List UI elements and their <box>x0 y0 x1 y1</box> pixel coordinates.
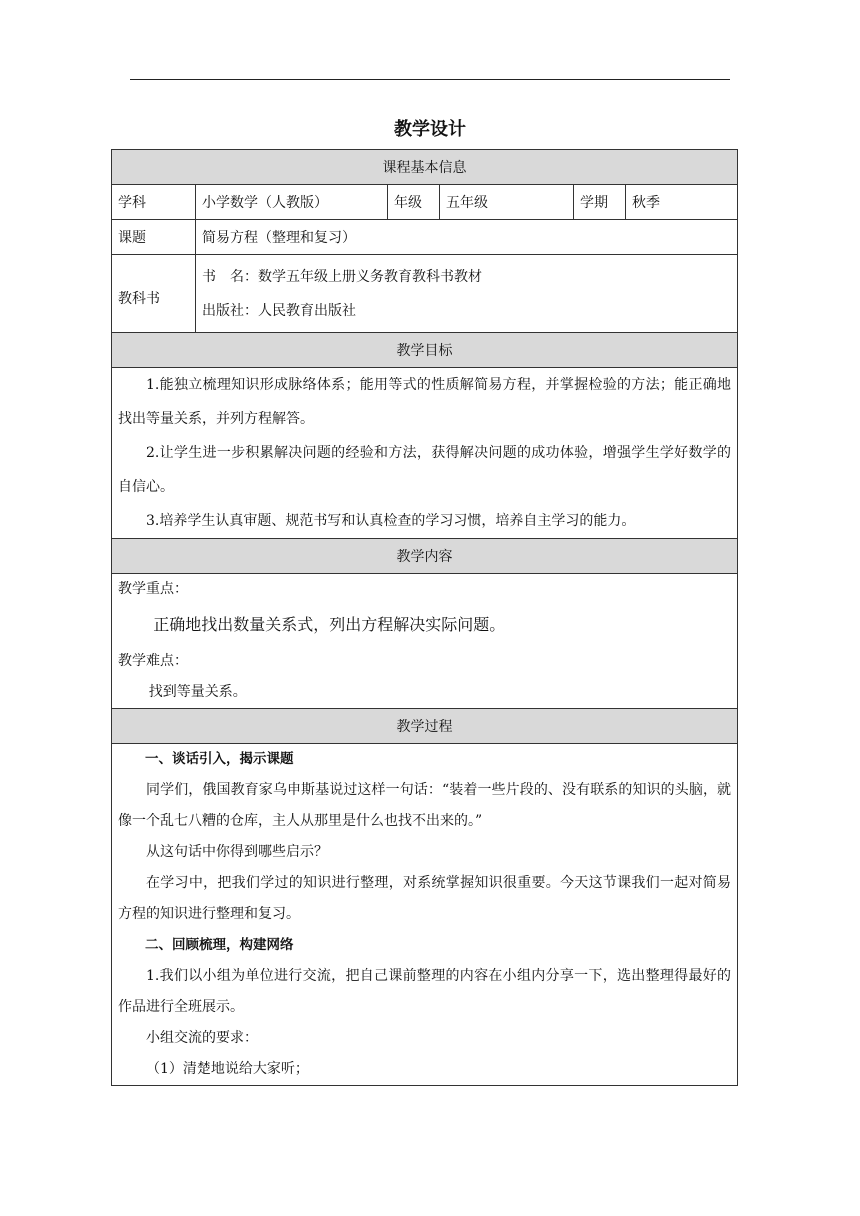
step1-heading: 一、谈话引入，揭示课题 <box>145 751 294 767</box>
subject-row <box>112 185 738 220</box>
goal-item: 1.能独立梳理知识形成脉络体系；能用等式的性质解简易方程，并掌握检验的方法；能正确地找出等量关系，并列方程解答。 <box>118 377 732 427</box>
process-block <box>112 744 738 1086</box>
grade-value: 五年级 <box>440 185 574 220</box>
process-paragraph: 在学习中，把我们学过的知识进行整理，对系统掌握知识很重要。今天这节课我们一起对简易方程的知识进行整理和复习。 <box>118 875 732 922</box>
goal-item: 3.培养学生认真审题、规范书写和认真检查的学习习惯，培养自主学习的能力。 <box>146 513 636 529</box>
term-value: 秋季 <box>626 185 738 220</box>
topic-value: 简易方程（整理和复习） <box>196 220 738 255</box>
process-paragraph: 小组交流的要求： <box>146 1030 258 1046</box>
textbook-label: 教科书 <box>112 255 196 333</box>
header-rule <box>130 79 730 80</box>
document-title: 教学设计 <box>394 119 466 140</box>
subject-value: 小学数学（人教版） <box>196 185 388 220</box>
textbook-value <box>196 255 738 333</box>
process-paragraph: 同学们，俄国教育家乌申斯基说过这样一句话：“装着一些片段的、没有联系的知识的头脑，就像一个乱七八糟的仓库，主人从那里是什么也找不出来的。” <box>118 782 732 829</box>
lesson-plan-table <box>111 149 738 1086</box>
topic-row <box>112 220 738 255</box>
content-block <box>112 574 738 709</box>
difficulty-text: 找到等量关系。 <box>148 684 247 700</box>
grade-label: 年级 <box>388 185 440 220</box>
topic-label: 课题 <box>112 220 196 255</box>
key-point-label: 教学重点： <box>118 581 188 597</box>
step2-heading: 二、回顾梳理，构建网络 <box>145 937 294 953</box>
section-header-process: 教学过程 <box>112 709 738 744</box>
process-paragraph: （1）清楚地说给大家听； <box>146 1061 309 1077</box>
subject-label: 学科 <box>112 185 196 220</box>
key-point-text: 正确地找出数量关系式，列出方程解决实际问题。 <box>153 615 506 634</box>
textbook-publisher: 出版社：人民教育出版社 <box>202 302 356 319</box>
difficulty-label: 教学难点： <box>118 653 188 669</box>
goals-block <box>112 368 738 539</box>
textbook-title: 书 名：数学五年级上册义务教育教科书教材 <box>202 268 482 285</box>
textbook-row <box>112 255 738 333</box>
goal-item: 2.让学生进一步积累解决问题的经验和方法，获得解决问题的成功体验，增强学生学好数学的自信心。 <box>118 445 732 495</box>
process-paragraph: 从这句话中你得到哪些启示？ <box>146 844 328 860</box>
term-label: 学期 <box>574 185 626 220</box>
section-header-goals: 教学目标 <box>112 333 738 368</box>
process-paragraph: 1.我们以小组为单位进行交流，把自己课前整理的内容在小组内分享一下，选出整理得最好的作品进行全班展示。 <box>118 968 732 1015</box>
section-header-content: 教学内容 <box>112 539 738 574</box>
section-header-basic-info: 课程基本信息 <box>112 150 738 185</box>
